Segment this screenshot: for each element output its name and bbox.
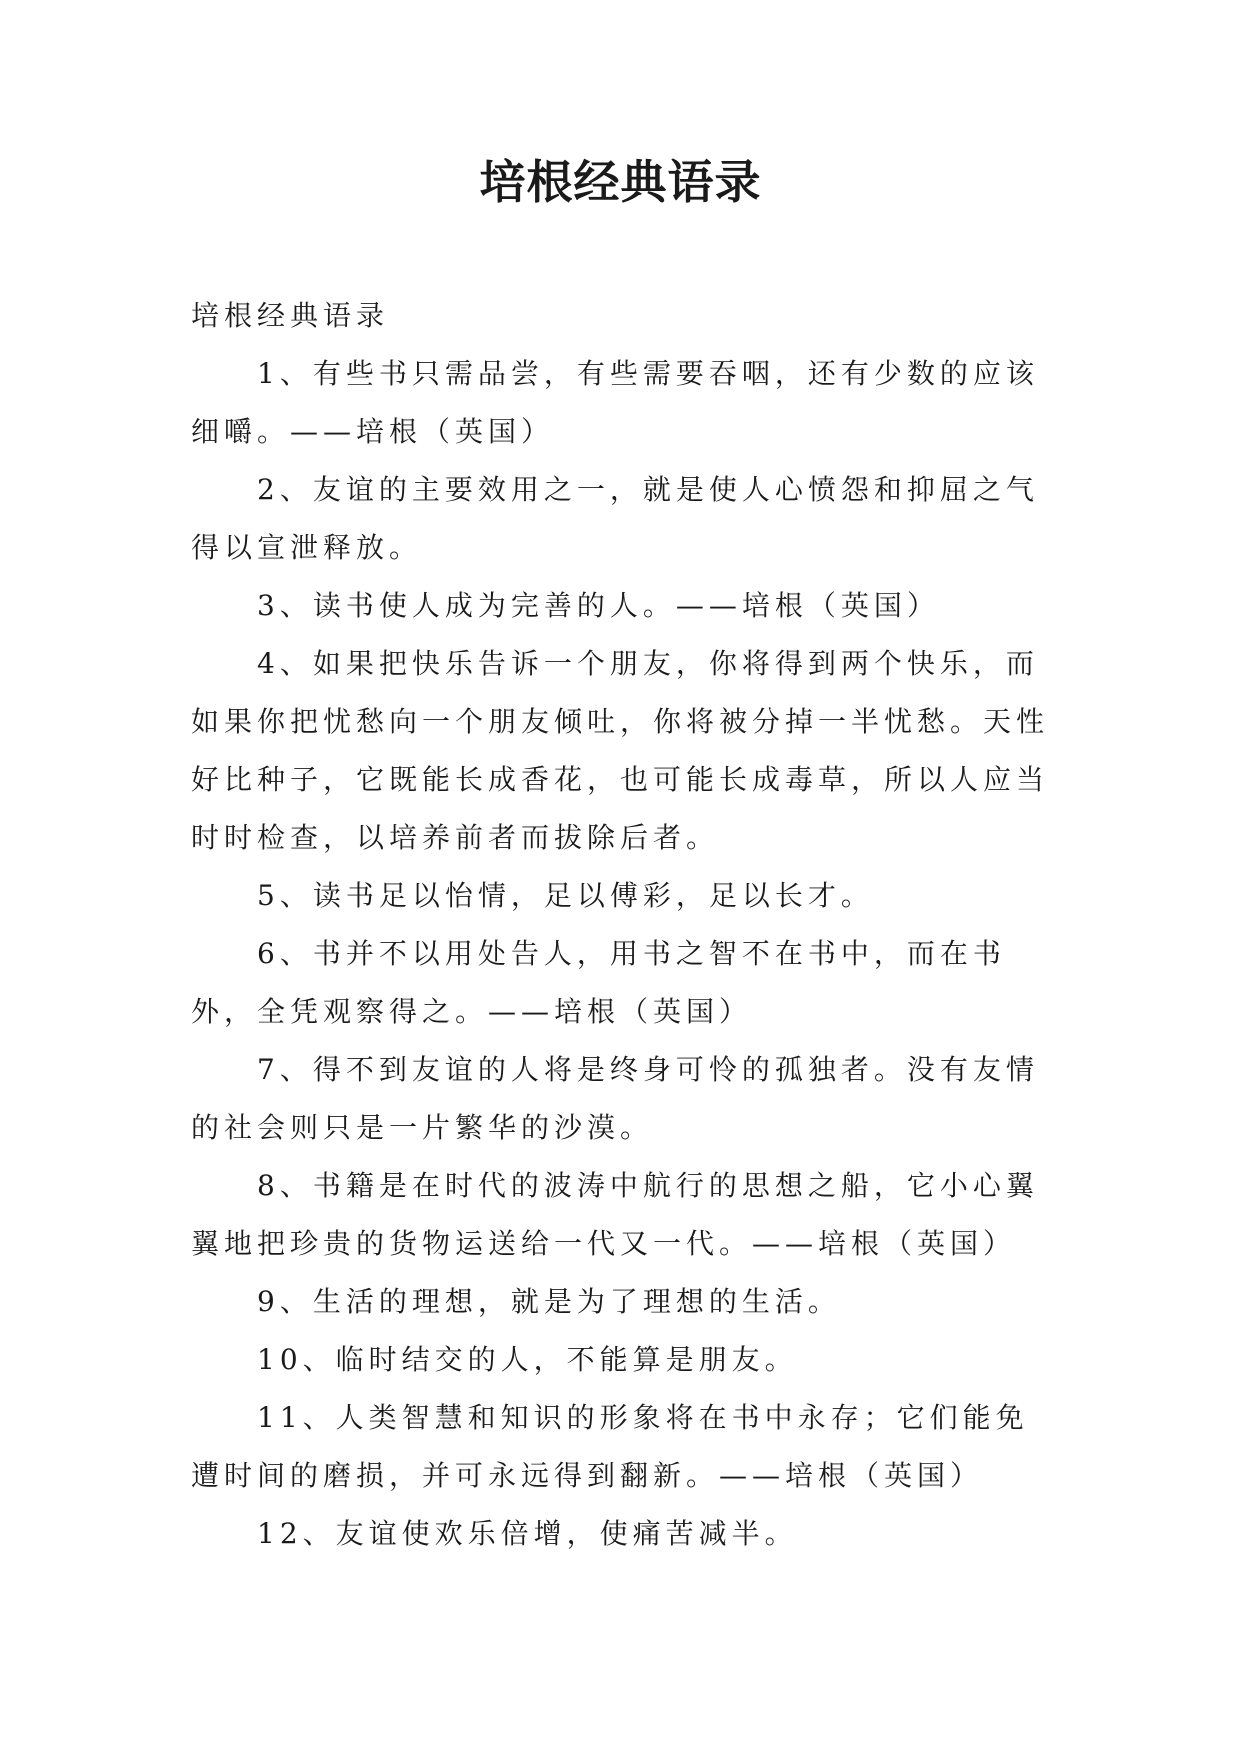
section-heading: 培根经典语录 xyxy=(191,299,390,332)
quote-paragraph: 9、生活的理想，就是为了理想的生活。 xyxy=(257,1285,841,1318)
quote-paragraph: 11、人类智慧和知识的形象将在书中永存；它们能免遭时间的磨损，并可永远得到翻新。——培根（英国） xyxy=(191,1401,1029,1492)
quote-paragraph: 8、书籍是在时代的波涛中航行的思想之船，它小心翼翼地把珍贵的货物运送给一代又一代。——培根（英国） xyxy=(191,1169,1039,1260)
quote-paragraph: 7、得不到友谊的人将是终身可怜的孤独者。没有友情的社会则只是一片繁华的沙漠。 xyxy=(191,1053,1039,1144)
quote-paragraph: 12、友谊使欢乐倍增，使痛苦减半。 xyxy=(257,1517,798,1550)
quote-paragraph: 1、有些书只需品尝，有些需要吞咽，还有少数的应该细嚼。——培根（英国） xyxy=(191,357,1039,448)
document-body xyxy=(191,287,1061,1563)
quote-paragraph: 10、临时结交的人，不能算是朋友。 xyxy=(257,1343,798,1376)
quote-paragraph: 2、友谊的主要效用之一，就是使人心愤怨和抑屈之气得以宣泄释放。 xyxy=(191,473,1039,564)
quote-paragraph: 6、书并不以用处告人，用书之智不在书中，而在书外，全凭观察得之。——培根（英国） xyxy=(191,937,1006,1028)
document-title: 培根经典语录 xyxy=(479,155,762,209)
quote-paragraph: 4、如果把快乐告诉一个朋友，你将得到两个快乐，而如果你把忧愁向一个朋友倾吐，你将被分掉一半忧愁。天性好比种子，它既能长成香花，也可能长成毒草，所以人应当时时检查，以培养前者而拔除后者。 xyxy=(191,647,1050,854)
quote-paragraph: 3、读书使人成为完善的人。——培根（英国） xyxy=(257,589,940,622)
quote-paragraph: 5、读书足以怡情，足以傅彩，足以长才。 xyxy=(257,879,874,912)
